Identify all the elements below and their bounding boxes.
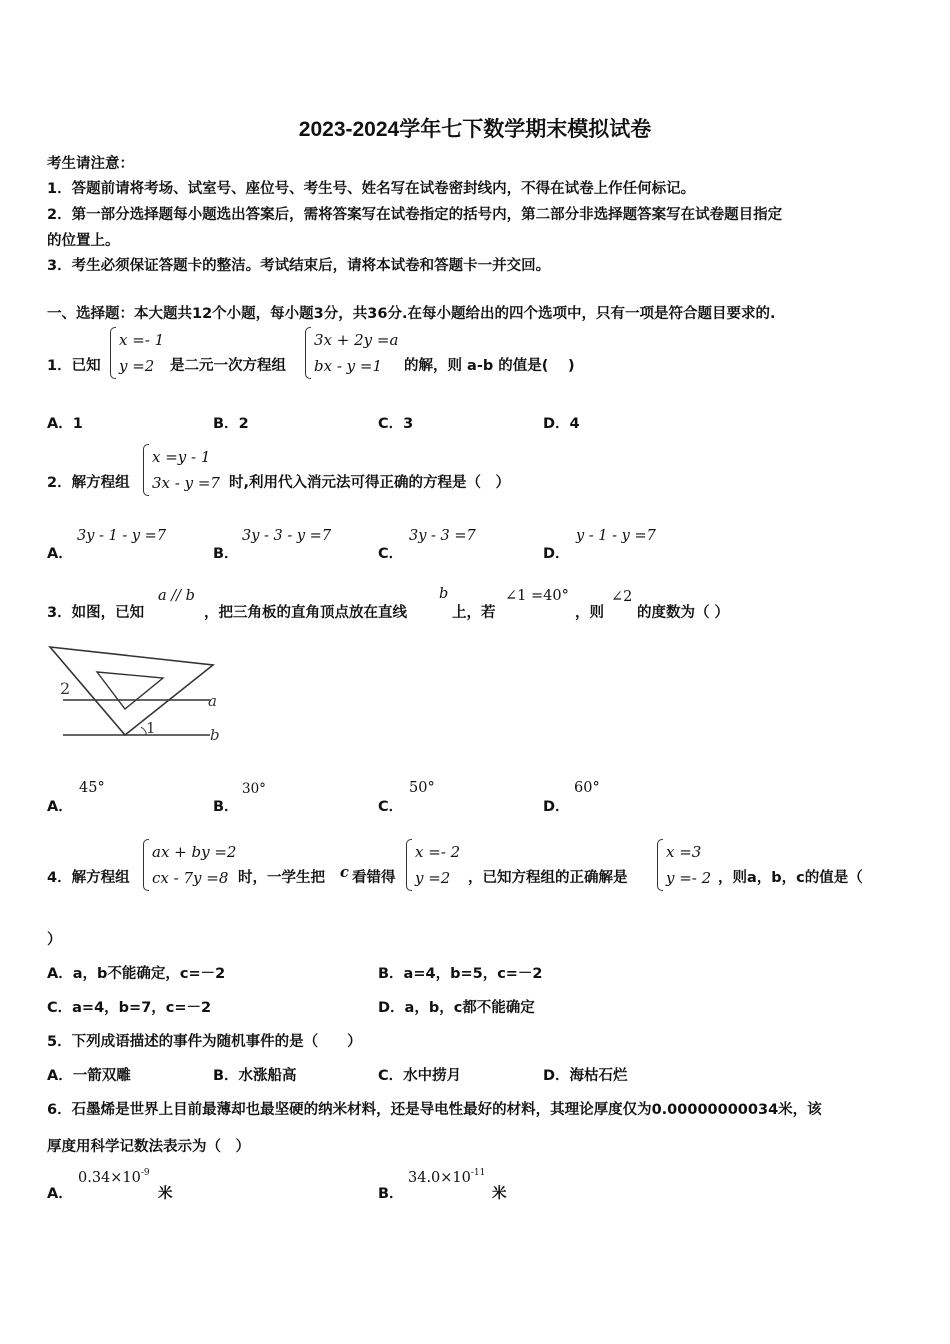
q6-stem: 6．石墨烯是世界上目前最薄却也最坚硬的纳米材料，还是导电性最好的材料，其理论厚度仅为0.00000000034米，该: [47, 1102, 822, 1118]
notice-item: 2．第一部分选择题每小题选出答案后，需将答案写在试卷指定的括号内，第二部分非选择题答案写在试卷题目指定: [47, 207, 783, 223]
q3-option-d-label: D．: [543, 799, 570, 815]
q3-figure-label-a: a: [208, 692, 217, 710]
q2-suffix: 时,利用代入消元法可得正确的方程是（ ）: [229, 475, 511, 491]
q1-solution-system: x =- 1 y =2: [110, 327, 164, 379]
q4-option-c: C．a=4，b=7，c=－2: [47, 1000, 212, 1016]
q4-option-d: D．a，b，c都不能确定: [378, 1000, 535, 1016]
q6-option-b-label: B．: [378, 1186, 404, 1202]
q4-option-b: B．a=4，b=5，c=－2: [378, 966, 543, 982]
page-title: 2023-2024学年七下数学期末模拟试卷: [298, 118, 652, 141]
q3-math: b: [439, 586, 449, 602]
q5-stem: 5．下列成语描述的事件为随机事件的是（ ）: [47, 1034, 362, 1050]
q6-option-b-unit: 米: [492, 1186, 507, 1202]
q4-wrong-solution: x =- 2 y =2: [406, 839, 460, 891]
q3-figure-label-1: 1: [146, 719, 156, 737]
notice-item: 3．考生必须保证答题卡的整洁。考试结束后，请将本试卷和答题卡一并交回。: [47, 258, 551, 274]
q4-text: ，则a，b，c的值是（: [718, 870, 863, 886]
q1-option-a: A．1: [47, 416, 83, 432]
q1-suffix: 的解，则 a-b 的值是( ): [404, 358, 575, 374]
q3-math: ∠1 =40°: [505, 588, 569, 604]
section-heading: 一、选择题：本大题共12个小题，每小题3分，共36分.在每小题给出的四个选项中，只有一项是符合题目要求的.: [47, 306, 776, 322]
q2-equation-system: x =y - 1 3x - y =7: [143, 444, 220, 496]
q1-equation-system: 3x + 2y =a bx - y =1: [305, 327, 398, 379]
q6-option-a: $0.34\times 10^{-9}$: [78, 1168, 150, 1186]
q4-close: ）: [47, 932, 62, 948]
q1-option-d: D．4: [543, 416, 580, 432]
q4-text: 时，一学生把: [238, 870, 325, 886]
q4-correct-solution: x =3 y =- 2: [657, 839, 711, 891]
q3-figure: [45, 642, 235, 752]
q3-figure-label-b: b: [210, 726, 220, 744]
q3-option-c-label: C．: [378, 799, 404, 815]
q3-option-a: 45°: [79, 780, 105, 796]
q2-prefix: 2．解方程组: [47, 475, 130, 491]
q4-text: 看错得: [352, 870, 396, 886]
q4-text: ，已知方程组的正确解是: [468, 870, 628, 886]
q3-math: ∠2: [611, 589, 633, 605]
q5-option-d: D．海枯石烂: [543, 1068, 628, 1084]
q3-text: ，把三角板的直角顶点放在直线: [204, 605, 407, 621]
q4-equation-system: ax + by =2 cx - 7y =8: [143, 839, 236, 891]
q3-text: ，则: [575, 605, 604, 621]
q3-figure-label-2: 2: [60, 679, 71, 698]
q1-mid: 是二元一次方程组: [170, 358, 286, 374]
q3-option-b: 30°: [242, 781, 266, 797]
q2-option-c-label: C．: [378, 546, 404, 562]
q5-option-a: A．一箭双雕: [47, 1068, 131, 1084]
q6-option-a-label: A．: [47, 1186, 73, 1202]
q2-option-b-label: B．: [213, 546, 239, 562]
notice-item: 1．答题前请将考场、试室号、座位号、考生号、姓名写在试卷密封线内，不得在试卷上作任何标记。: [47, 181, 696, 197]
q4-option-a: A．a，b不能确定，c=－2: [47, 966, 226, 982]
q1-option-c: C．3: [378, 416, 414, 432]
q3-text: 上，若: [452, 605, 496, 621]
q3-option-a-label: A．: [47, 799, 73, 815]
q3-text: 的度数为（ ）: [637, 605, 730, 621]
q2-option-d-label: D．: [543, 546, 570, 562]
q3-text: 3．如图，已知: [47, 605, 145, 621]
q2-option-a-label: A．: [47, 546, 73, 562]
q2-option-a: 3y - 1 - y =7: [77, 528, 167, 544]
q3-option-d: 60°: [574, 780, 600, 796]
q4-prefix: 4．解方程组: [47, 870, 130, 886]
q2-option-c: 3y - 3 =7: [409, 528, 476, 544]
q3-option-b-label: B．: [213, 799, 239, 815]
q6-option-b: $34.0\times 10^{-11}$: [408, 1168, 486, 1186]
q2-option-b: 3y - 3 - y =7: [242, 528, 332, 544]
q1-prefix: 1．已知: [47, 358, 101, 374]
q3-option-c: 50°: [409, 780, 435, 796]
q5-option-c: C．水中捞月: [378, 1068, 462, 1084]
q1-option-b: B．2: [213, 416, 249, 432]
q4-var-c: c: [340, 864, 349, 881]
q3-math: a // b: [158, 588, 195, 604]
q2-option-d: y - 1 - y =7: [576, 528, 656, 544]
q5-option-b: B．水涨船高: [213, 1068, 297, 1084]
q6-stem: 厚度用科学记数法表示为（ ）: [47, 1139, 250, 1155]
notice-heading: 考生请注意：: [47, 156, 134, 172]
notice-item: 的位置上。: [47, 233, 120, 249]
q6-option-a-unit: 米: [158, 1186, 173, 1202]
